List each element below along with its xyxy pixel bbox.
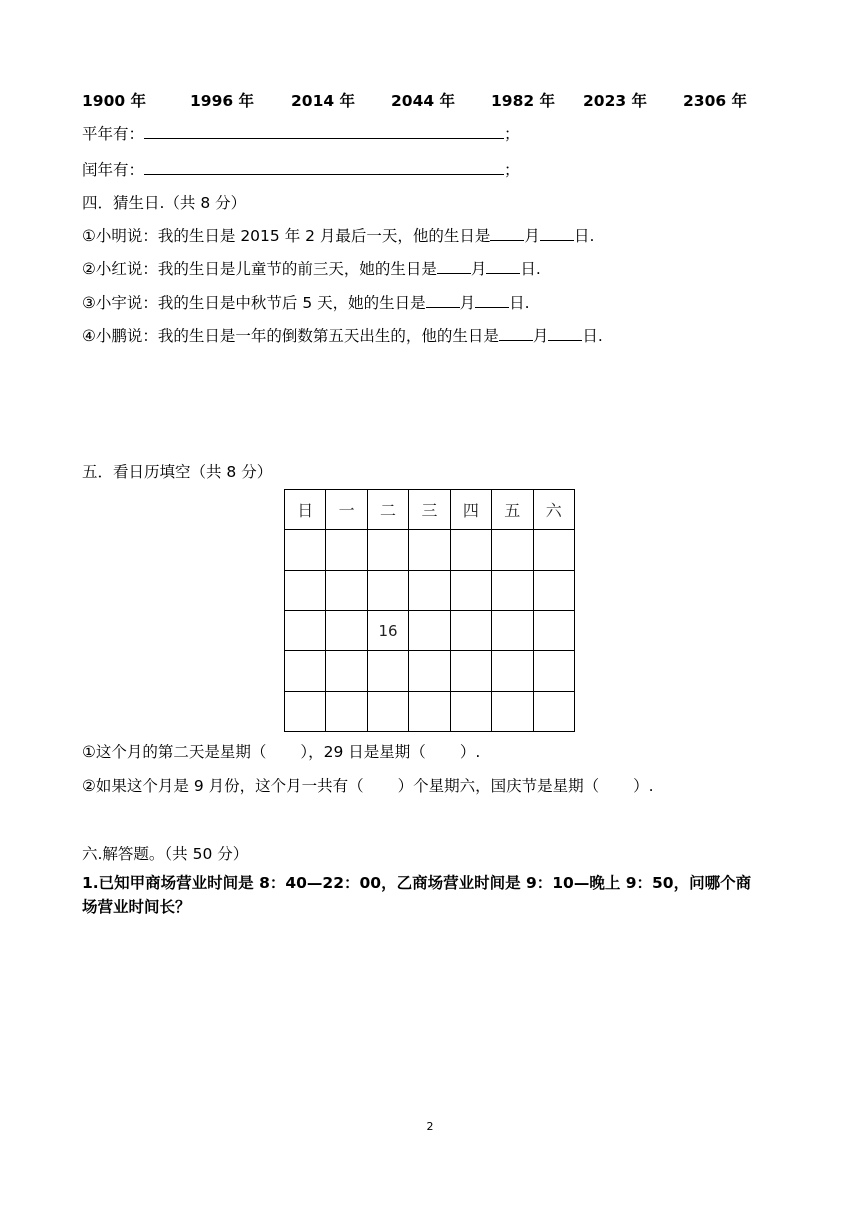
question-text: ④小鹏说：我的生日是一年的倒数第五天出生的，他的生日是 [82,327,499,345]
day-blank[interactable] [486,258,520,274]
section4-title: 四．猜生日.（共 8 分） [82,194,247,212]
calendar-cell[interactable] [450,691,491,731]
calendar-question-1 [82,741,480,763]
section6-title: 六.解答题。（共 50 分） [82,845,249,863]
year-item: 1996 年 [190,92,255,110]
weekday-header: 四 [450,490,491,530]
common-year-label: 平年有： [82,125,145,143]
day-unit: 日. [520,260,541,278]
question-text: ），29 日是星期（ [300,743,426,761]
calendar-cell[interactable] [492,651,533,691]
calendar-cell[interactable] [367,691,408,731]
calendar-cell[interactable] [450,570,491,610]
question-text: ①这个月的第二天是星期（ [82,743,267,761]
calendar-grid [284,489,575,732]
calendar-cell[interactable] [492,530,533,570]
question-text: ②小红说：我的生日是儿童节的前三天，她的生日是 [82,260,437,278]
day-blank[interactable] [548,325,582,341]
month-blank[interactable] [499,325,533,341]
calendar-cell[interactable] [285,691,326,731]
calendar-cell[interactable] [285,570,326,610]
weekday-header: 二 [367,490,408,530]
calendar-cell[interactable] [533,691,574,731]
question-text: ③小宇说：我的生日是中秋节后 5 天，她的生日是 [82,294,426,312]
year-item: 2023 年 [583,92,648,110]
page-number: 2 [426,1120,434,1133]
calendar-week-row [285,570,575,610]
calendar-cell[interactable] [326,530,367,570]
year-item: 1982 年 [491,92,556,110]
month-unit: 月 [524,227,540,245]
month-blank[interactable] [426,292,460,308]
question-text: ）个星期六，国庆节是星期（ [397,777,600,795]
birthday-question [82,292,530,314]
calendar-week-row [285,651,575,691]
calendar-question-2 [82,775,654,797]
calendar-cell[interactable] [285,530,326,570]
leap-year-row [82,158,520,181]
month-unit: 月 [459,294,476,312]
weekday-header: 五 [492,490,533,530]
calendar-cell[interactable] [326,691,367,731]
year-item: 2014 年 [291,92,356,110]
year-item: 2044 年 [391,92,456,110]
calendar-cell[interactable] [409,570,450,610]
calendar-cell[interactable] [533,610,574,650]
weekday-header: 六 [533,490,574,530]
calendar-week-row [285,530,575,570]
calendar-cell[interactable] [409,610,450,650]
calendar-cell[interactable] [409,691,450,731]
calendar-cell[interactable] [367,651,408,691]
calendar-cell[interactable] [533,570,574,610]
leap-year-answer-line[interactable] [144,158,504,175]
month-unit: 月 [532,327,549,345]
day-blank[interactable] [540,225,574,241]
birthday-question [82,325,603,347]
day-unit: 日. [509,294,530,312]
common-year-row [82,122,520,145]
leap-year-label: 闰年有： [82,161,145,179]
calendar-cell[interactable] [409,651,450,691]
birthday-question [82,258,541,280]
calendar-cell[interactable] [492,691,533,731]
calendar-cell[interactable] [285,610,326,650]
semicolon: ； [504,161,520,179]
weekday-header: 日 [285,490,326,530]
calendar-header-row [285,490,575,530]
question-text: ）. [633,777,654,795]
calendar-cell[interactable] [450,610,491,650]
section5-title: 五．看日历填空（共 8 分） [82,463,273,481]
calendar-week-row [285,610,575,650]
calendar-cell[interactable] [492,610,533,650]
weekday-header: 一 [326,490,367,530]
year-item: 2306 年 [683,92,748,110]
year-item: 1900 年 [82,92,147,110]
question-text: ②如果这个月是 9 月份，这个月一共有（ [82,777,364,795]
calendar-cell[interactable] [367,570,408,610]
calendar-cell[interactable] [409,530,450,570]
day-unit: 日. [582,327,603,345]
calendar-cell[interactable] [533,530,574,570]
month-blank[interactable] [437,258,471,274]
day-unit: 日. [573,227,595,245]
calendar-cell-16: 16 [367,610,408,650]
word-problem-line: 场营业时间长？ [82,898,191,916]
semicolon: ； [504,125,520,143]
birthday-question [82,225,594,247]
calendar-cell[interactable] [450,651,491,691]
day-blank[interactable] [475,292,509,308]
calendar-cell[interactable] [285,651,326,691]
calendar-cell[interactable] [326,651,367,691]
calendar-cell[interactable] [367,530,408,570]
question-text: ①小明说：我的生日是 2015 年 2 月最后一天，他的生日是 [82,227,491,245]
calendar-week-row [285,691,575,731]
month-blank[interactable] [490,225,524,241]
calendar-cell[interactable] [533,651,574,691]
calendar-cell[interactable] [492,570,533,610]
common-year-answer-line[interactable] [144,122,504,139]
question-text: ）. [459,743,481,761]
calendar-cell[interactable] [326,610,367,650]
weekday-header: 三 [409,490,450,530]
month-unit: 月 [470,260,487,278]
word-problem-line: 1.已知甲商场营业时间是 8：40—22：00，乙商场营业时间是 9：10—晚上 9：50，问哪个商 [82,874,752,892]
calendar-cell[interactable] [326,570,367,610]
calendar-cell[interactable] [450,530,491,570]
